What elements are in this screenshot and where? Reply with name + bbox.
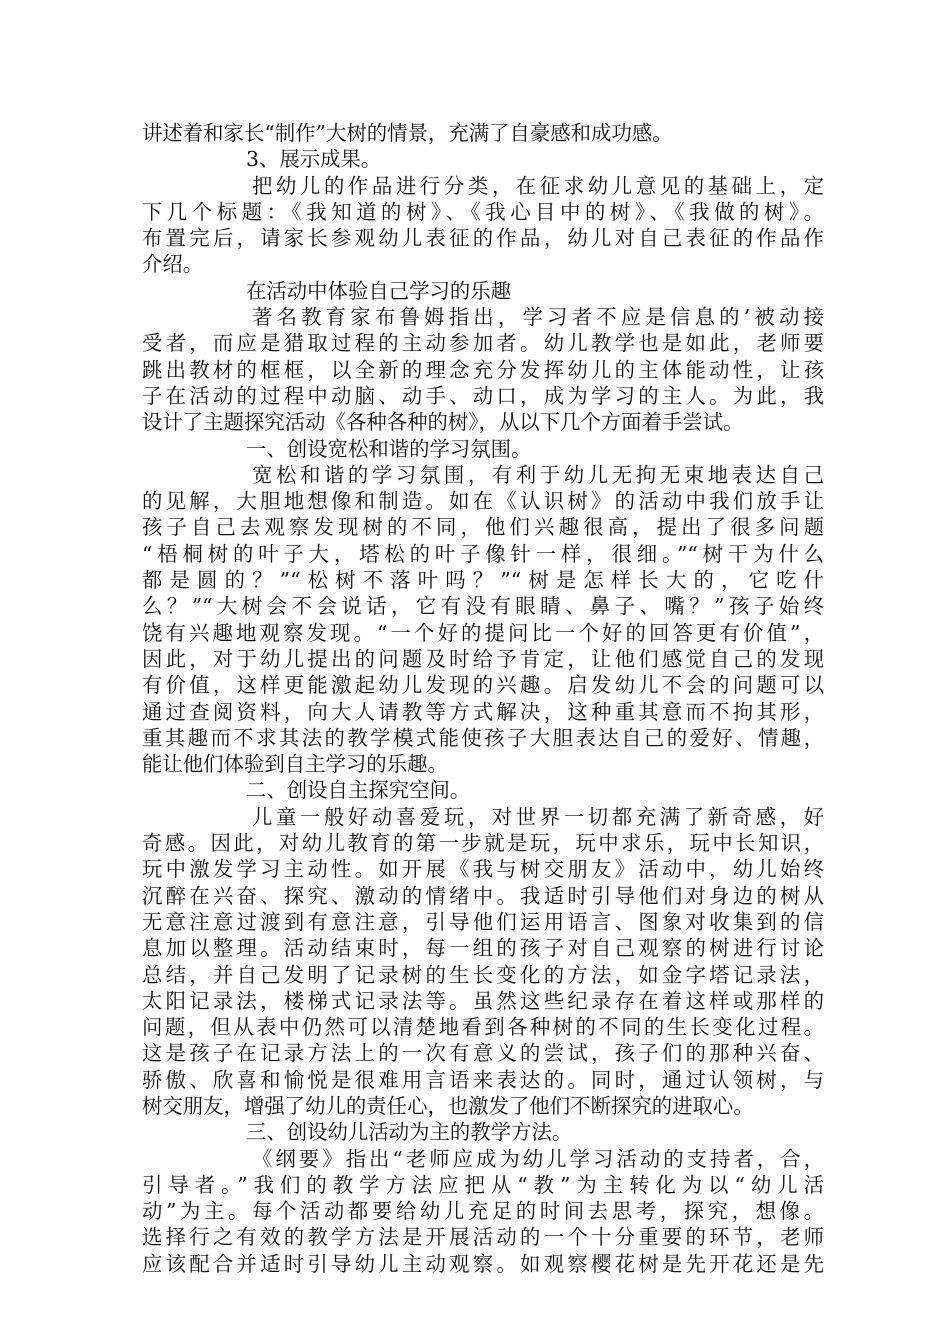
text-line: 息加以整理。活动结束时，每一组的孩子对自己观察的树进行讨论	[142, 936, 824, 961]
text-line: 著名教育家布鲁姆指出，学习者不应是信息的’被动接	[252, 305, 824, 330]
text-line: 么？”“大树会不会说话，它有没有眼睛、鼻子、嘴？”孩子始终	[142, 594, 824, 619]
text-line: 应该配合并适时引导幼儿主动观察。如观察樱花树是先开花还是先	[142, 1251, 824, 1276]
section-heading: 3、展示成果。	[246, 147, 382, 172]
text-line: 奇感。因此，对幼儿教育的第一步就是玩，玩中求乐，玩中长知识，	[142, 831, 824, 856]
section-heading: 在活动中体验自己学习的乐趣	[246, 278, 512, 303]
text-line: 这是孩子在记录方法上的一次有意义的尝试，孩子们的那种兴奋、	[142, 1041, 824, 1066]
text-line: 沉醉在兴奋、探究、激动的情绪中。我适时引导他们对身边的树从	[142, 883, 824, 908]
text-line: 布置完后，请家长参观幼儿表征的作品，幼儿对自己表征的作品作	[142, 226, 824, 251]
text-line: 宽松和谐的学习氛围，有利于幼儿无拘无束地表达自己	[252, 462, 824, 487]
text-line: 《纲要》指出“老师应成为幼儿学习活动的支持者，合，	[252, 1146, 824, 1171]
text-line: 通过查阅资料，向大人请教等方式解决，这种重其意而不拘其形，	[142, 699, 824, 724]
text-line: 因此，对于幼儿提出的问题及时给予肯定，让他们感觉自己的发现	[142, 646, 824, 671]
text-line: 饶有兴趣地观察发现。“一个好的提问比一个好的回答更有价值”，	[142, 620, 824, 645]
text-line: 引导者。”我们的教学方法应把从“教”为主转化为以“幼儿活	[142, 1172, 824, 1197]
document-body	[142, 120, 824, 1277]
text-line: 选择行之有效的教学方法是开展活动的一个十分重要的环节，老师	[142, 1225, 824, 1250]
text-line: 子在活动的过程中动脑、动手、动口，成为学习的主人。为此，我	[142, 383, 824, 408]
text-line: 介绍。	[142, 252, 204, 277]
text-line: 都是圆的？”“松树不落叶吗？”“树是怎样长大的，它吃什	[142, 568, 824, 593]
section-heading: 一、创设宽松和谐的学习氛围。	[246, 436, 532, 461]
text-line: 树交朋友，增强了幼儿的责任心，也激发了他们不断探究的进取心。	[142, 1093, 754, 1118]
text-line: 无意注意过渡到有意注意，引导他们运用语言、图象对收集到的信	[142, 909, 824, 934]
text-line: 跳出教材的框框，以全新的理念充分发挥幼儿的主体能动性，让孩	[142, 357, 824, 382]
text-line: 设计了主题探究活动《各种各种的树》，从以下几个方面着手尝试。	[142, 410, 744, 435]
section-heading: 三、创设幼儿活动为主的教学方法。	[246, 1120, 573, 1145]
text-line: 骄傲、欣喜和愉悦是很难用言语来表达的。同时，通过认领树，与	[142, 1067, 824, 1092]
text-line: 讲述着和家长“制作”大树的情景，充满了自豪感和成功感。	[142, 121, 673, 145]
text-line: 能让他们体验到自主学习的乐趣。	[142, 752, 448, 777]
text-line: 问题，但从表中仍然可以清楚地看到各种树的不同的生长变化过程。	[142, 1015, 824, 1040]
text-line: 玩中激发学习主动性。如开展《我与树交朋友》活动中，幼儿始终	[142, 857, 824, 882]
section-heading: 二、创设自主探究空间。	[246, 778, 471, 803]
text-line: 下几个标题：《我知道的树》、《我心目中的树》、《我做的树》。	[142, 199, 824, 224]
text-line: 重其趣而不求其法的教学模式能使孩子大胆表达自己的爱好、情趣，	[142, 725, 824, 750]
text-line: 的见解，大胆地想像和制造。如在《认识树》的活动中我们放手让	[142, 489, 824, 514]
text-line: 太阳记录法，楼梯式记录法等。虽然这些纪录存在着这样或那样的	[142, 988, 824, 1013]
text-line: 动”为主。每个活动都要给幼儿充足的时间去思考，探究，想像。	[142, 1199, 824, 1224]
text-line: 孩子自己去观察发现树的不同，他们兴趣很高，提出了很多问题	[142, 515, 824, 540]
text-line: 把幼儿的作品进行分类，在征求幼儿意见的基础上，定	[252, 173, 824, 198]
text-line: 受者，而应是猎取过程的主动参加者。幼儿教学也是如此，老师要	[142, 331, 824, 356]
text-line: “梧桐树的叶子大，塔松的叶子像针一样，很细。”“树干为什么	[142, 541, 824, 566]
text-line: 有价值，这样更能激起幼儿发现的兴趣。启发幼儿不会的问题可以	[142, 673, 824, 698]
text-line: 总结，并自己发明了记录树的生长变化的方法，如金字塔记录法，	[142, 962, 824, 987]
text-line: 儿童一般好动喜爱玩，对世界一切都充满了新奇感，好	[252, 804, 824, 829]
